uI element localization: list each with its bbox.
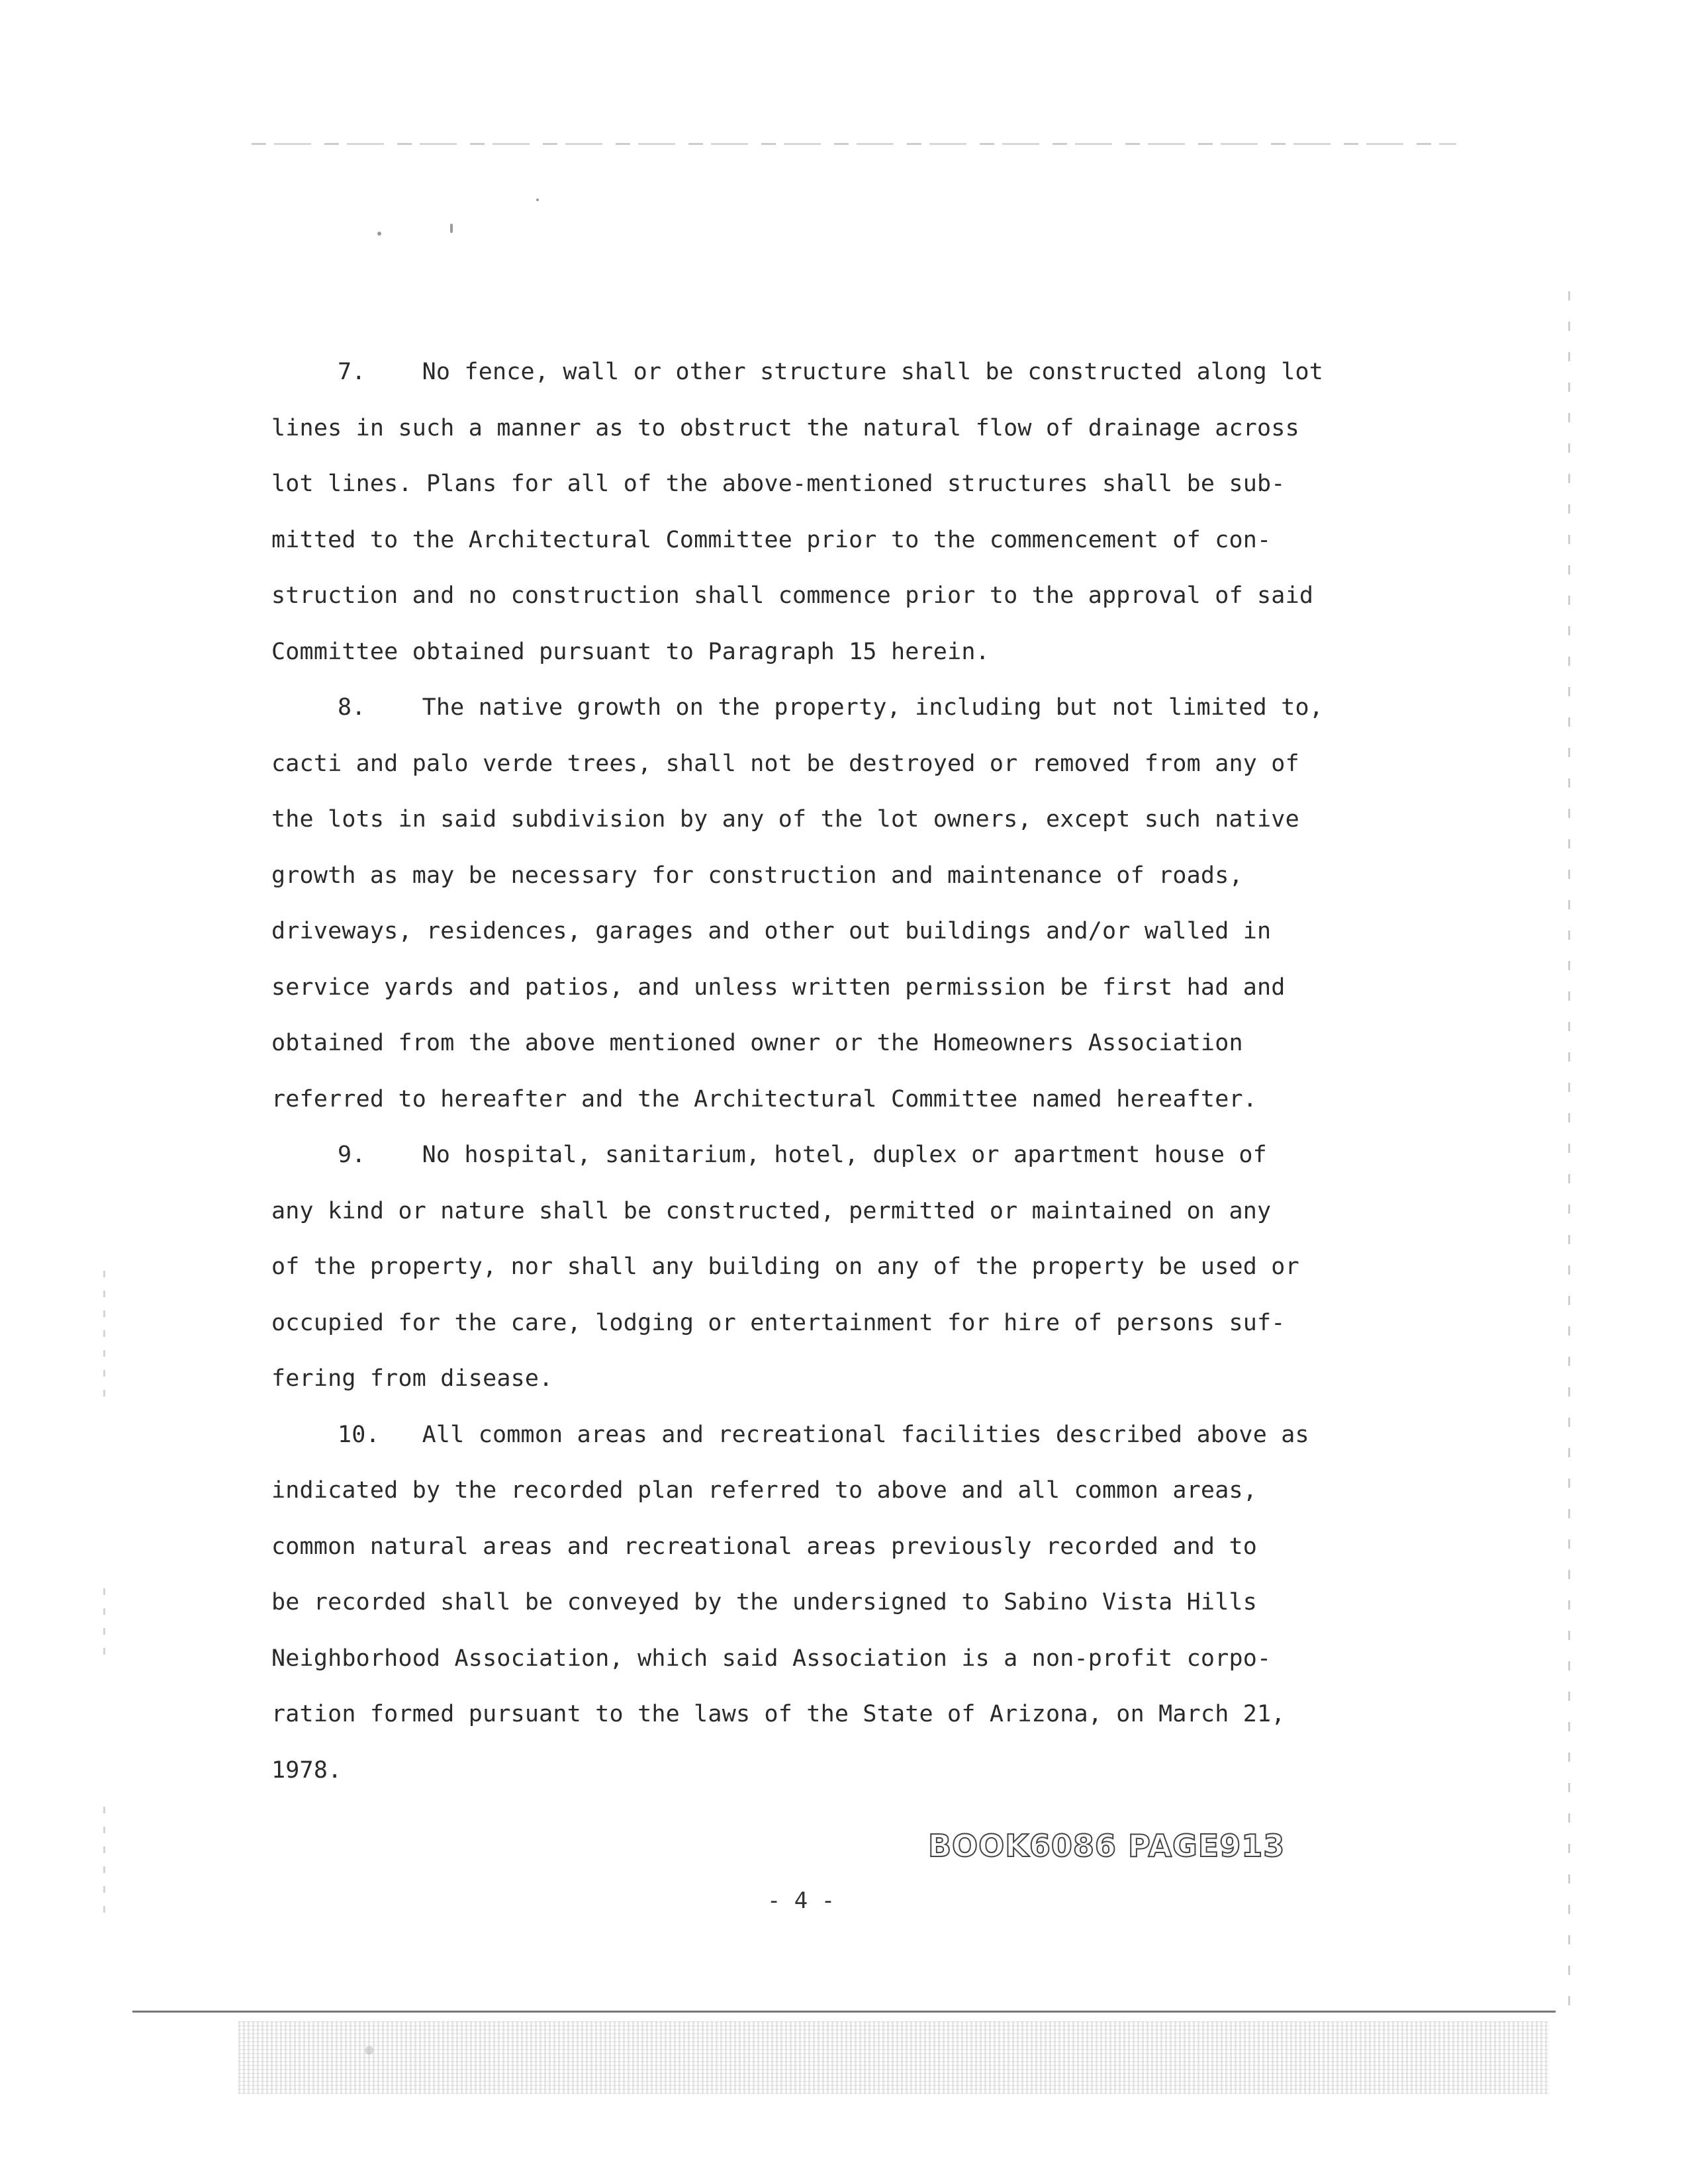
paragraph-line: the lots in said subdivision by any of the lot owners, except such native xyxy=(271,806,1299,833)
scan-speck xyxy=(450,224,453,233)
paragraph-line: service yards and patios, and unless written permission be first had and xyxy=(271,974,1286,1001)
paragraph-line: referred to hereafter and the Architectural Committee named hereafter. xyxy=(271,1085,1258,1113)
paragraph-line: 7. No fence, wall or other structure shall be constructed along lot xyxy=(338,359,1324,385)
paragraph-number: 10. xyxy=(338,1421,380,1448)
scan-artifact-left-edge xyxy=(103,1588,105,1655)
paragraph-number: 8. xyxy=(338,694,366,721)
paragraph-line: any kind or nature shall be constructed, permitted or maintained on any xyxy=(271,1197,1272,1224)
recording-stamp: BOOK6086 PAGE913 xyxy=(928,1828,1286,1864)
paragraph-9 xyxy=(271,1127,1331,1407)
paragraph-line: 9. No hospital, sanitarium, hotel, duplex or apartment house of xyxy=(338,1142,1267,1168)
paragraph-line: driveways, residences, garages and other out buildings and/or walled in xyxy=(271,918,1272,944)
paragraph-line: common natural areas and recreational areas previously recorded and to xyxy=(271,1533,1258,1560)
paragraph-line: cacti and palo verde trees, shall not be destroyed or removed from any of xyxy=(271,750,1299,777)
scan-artifact-left-edge xyxy=(103,1271,105,1396)
paragraph-line: indicated by the recorded plan referred to above and all common areas, xyxy=(271,1477,1258,1504)
paragraph-line: Committee obtained pursuant to Paragraph 15 herein. xyxy=(271,638,990,665)
paragraph-line: be recorded shall be conveyed by the undersigned to Sabino Vista Hills xyxy=(271,1589,1258,1615)
paragraph-10 xyxy=(271,1407,1331,1799)
paragraph-7 xyxy=(271,344,1331,680)
paragraph-8 xyxy=(271,680,1331,1127)
paragraph-line: of the property, nor shall any building on any of the property be used or xyxy=(271,1253,1299,1280)
paragraph-line: lines in such a manner as to obstruct the natural flow of drainage across xyxy=(271,414,1299,441)
scan-artifact-right-edge xyxy=(1568,291,1570,2025)
scan-artifact-bottom-line xyxy=(132,2011,1556,2013)
paragraph-line: occupied for the care, lodging or entertainment for hire of persons suf- xyxy=(271,1309,1286,1336)
paragraph-line: Neighborhood Association, which said Association is a non-profit corpo- xyxy=(271,1645,1272,1672)
paragraph-line: lot lines. Plans for all of the above-mentioned structures shall be sub- xyxy=(271,471,1286,497)
scan-speck xyxy=(536,199,539,201)
paragraph-line: 10. All common areas and recreational facilities described above as xyxy=(338,1421,1309,1448)
scan-artifact-top xyxy=(252,143,1456,145)
paragraph-line: struction and no construction shall commence prior to the approval of said xyxy=(271,582,1314,609)
scan-artifact-bottom-noise xyxy=(238,2021,1549,2094)
paragraph-line: mitted to the Architectural Committee prior to the commencement of con- xyxy=(271,526,1272,553)
paragraph-line: 8. The native growth on the property, including but not limited to, xyxy=(338,694,1324,721)
scan-speck xyxy=(377,232,381,236)
paragraph-line: ration formed pursuant to the laws of the State of Arizona, on March 21, xyxy=(271,1701,1286,1727)
paragraph-line: fering from disease. xyxy=(271,1365,553,1392)
paragraph-line: obtained from the above mentioned owner or the Homeowners Association xyxy=(271,1030,1243,1056)
document-body xyxy=(271,344,1331,1798)
paragraph-line: 1978. xyxy=(271,1756,342,1784)
scan-artifact-left-edge xyxy=(103,1807,105,1926)
paragraph-number: 7. xyxy=(338,359,366,385)
paragraph-number: 9. xyxy=(338,1142,366,1168)
paragraph-line: growth as may be necessary for construction and maintenance of roads, xyxy=(271,862,1243,889)
page-number: - 4 - xyxy=(767,1888,835,1914)
